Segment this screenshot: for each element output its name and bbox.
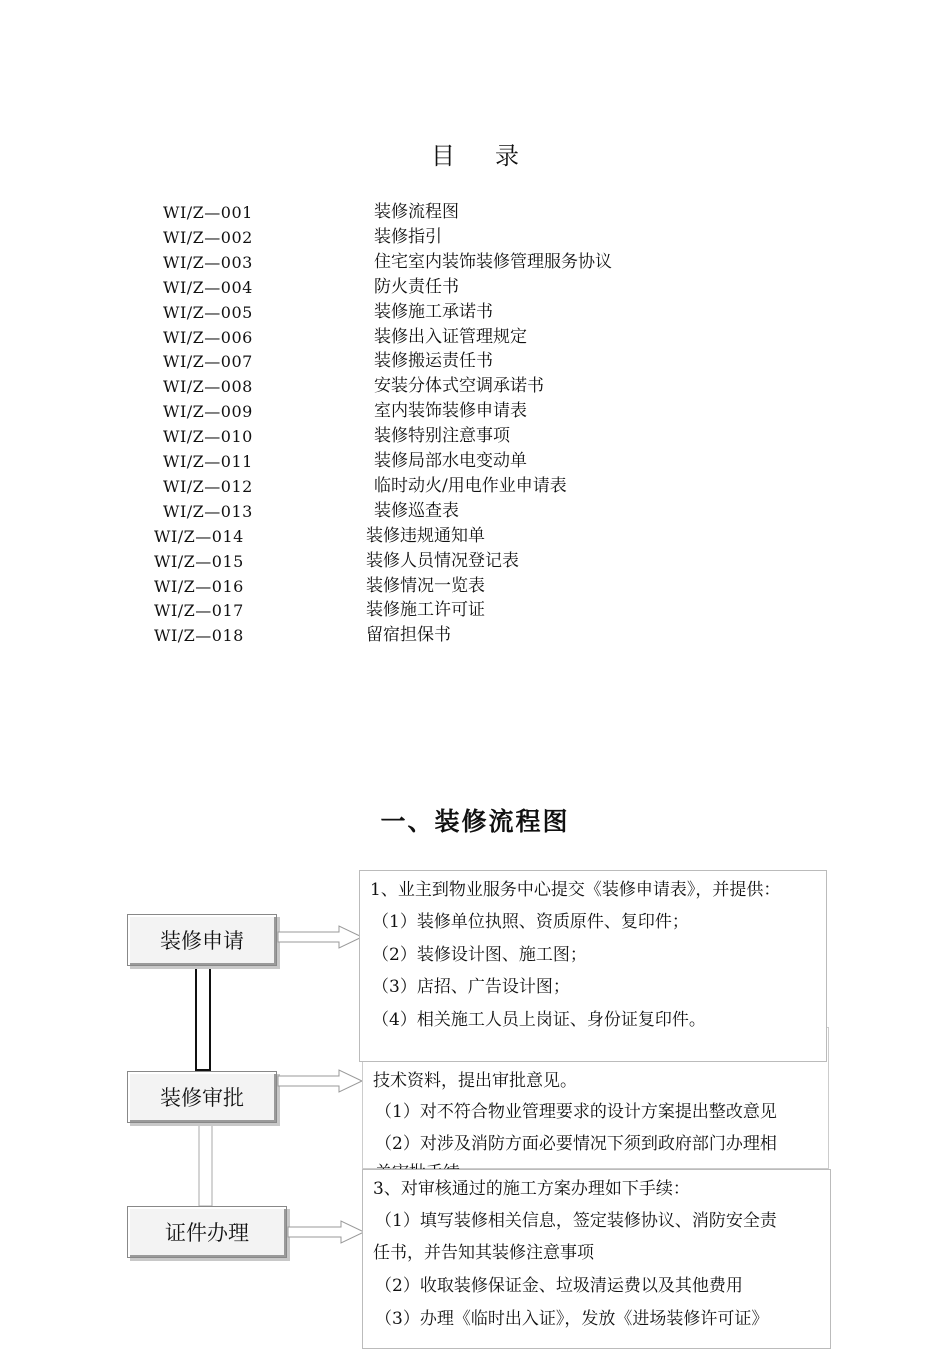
toc-item-name: 装修违规通知单 [366,525,485,546]
toc-item [0,524,950,549]
toc-item-code: WI/Z—012 [163,476,253,496]
toc-item [0,574,950,599]
toc-title-char-2: 录 [495,142,519,170]
toc-item [0,374,950,399]
arrow-apply [277,924,365,950]
toc-item-name: 装修流程图 [374,202,459,222]
toc-item [0,225,950,250]
toc-item [0,424,950,449]
toc-item-name: 安装分体式空调承诺书 [374,376,544,397]
toc-item-code: WI/Z—015 [154,551,244,571]
toc-item-name: 装修指引 [374,226,442,247]
toc-item-name: 住宅室内装饰装修管理服务协议 [374,251,612,272]
panel-certificate-line: 3、对审核通过的施工方案办理如下手续： [373,1179,690,1199]
toc-item-code: WI/Z—001 [163,203,253,222]
section-title: 一、装修流程图 [380,807,570,836]
toc-item-code: WI/Z—007 [163,352,253,372]
toc-item-name: 装修出入证管理规定 [374,326,527,347]
toc-item-name: 装修特别注意事项 [374,426,510,447]
toc-item [0,499,950,524]
toc-item [0,300,950,325]
toc-item-code: WI/Z—010 [163,427,253,447]
connector-2-3 [198,1122,214,1208]
toc-title-char-1: 目 [431,142,455,170]
toc-item-name: 装修施工许可证 [366,600,485,621]
toc-item-code: WI/Z—017 [154,601,244,621]
toc-item-name: 装修搬运责任书 [374,351,493,372]
toc-item-code: WI/Z—011 [163,452,253,471]
step-approve [127,1071,277,1123]
panel-approval-line: 技术资料，提出审批意见。 [373,1071,577,1091]
step-apply [127,914,277,966]
step-apply-label: 装修申请 [160,929,244,953]
toc-item [0,399,950,424]
toc-item-code: WI/Z—003 [163,252,253,272]
toc-item [0,275,950,300]
panel-certificate-line: （1）填写装修相关信息，签定装修协议、消防安全责 [375,1211,777,1231]
panel-certificate-line: （2）收取装修保证金、垃圾清运费以及其他费用 [375,1276,743,1296]
toc-item-name: 临时动火/用电作业申请表 [374,475,567,496]
connector-1-2 [194,948,214,1072]
panel-application-line: （3）店招、广告设计图； [372,977,570,997]
toc-item-name: 装修巡查表 [374,500,459,521]
panel-application-line: （2）装修设计图、施工图； [372,945,587,965]
toc-item-name: 装修施工承诺书 [374,301,493,322]
toc-item-name: 装修人员情况登记表 [366,550,519,571]
toc-item-name: 装修局部水电变动单 [374,451,527,471]
panel-certificate-line: （3）办理《临时出入证》，发放《进场装修许可证》 [375,1309,769,1329]
arrow-certificate [287,1219,367,1245]
panel-certificate-line: 任书，并告知其装修注意事项 [373,1243,594,1263]
step-certificate [127,1206,287,1258]
toc-item [0,250,950,275]
toc-item-name: 室内装饰装修申请表 [374,401,527,422]
toc-item-code: WI/Z—013 [163,501,253,521]
panel-application-line: （4）相关施工人员上岗证、身份证复印件。 [372,1010,706,1030]
toc-item-code: WI/Z—006 [163,327,253,347]
toc-item [0,449,950,474]
toc-item-code: WI/Z—018 [154,626,244,646]
toc-item [0,549,950,574]
toc-item-code: WI/Z—002 [163,227,253,247]
toc-item-name: 防火责任书 [374,276,459,297]
toc-item-code: WI/Z—009 [163,402,253,422]
panel-approval-line: （1）对不符合物业管理要求的设计方案提出整改意见 [375,1102,777,1122]
panel-application-line: （1）装修单位执照、资质原件、复印件； [372,912,689,932]
toc-item-code: WI/Z—005 [163,302,253,322]
toc-item [0,349,950,374]
toc-item-name: 装修情况一览表 [366,575,485,596]
panel-certificate [362,1169,831,1349]
panel-application [359,870,827,1062]
toc-item [0,474,950,499]
toc-item-code: WI/Z—004 [163,277,253,297]
toc-item [0,200,950,225]
toc-title [0,136,950,171]
toc-item-name: 留宿担保书 [366,625,451,646]
toc-item-code: WI/Z—016 [154,576,244,596]
toc-item [0,623,950,648]
toc-item-code: WI/Z—008 [163,377,253,397]
toc-item-code: WI/Z—014 [154,526,244,546]
panel-application-line: 1、业主到物业服务中心提交《装修申请表》，并提供： [370,880,781,900]
toc-item [0,598,950,623]
arrow-approve [277,1068,365,1094]
step-certificate-label: 证件办理 [165,1221,249,1245]
step-approve-label: 装修审批 [160,1086,244,1110]
panel-approval-line: （2）对涉及消防方面必要情况下须到政府部门办理相 [375,1134,777,1154]
toc-item [0,325,950,350]
